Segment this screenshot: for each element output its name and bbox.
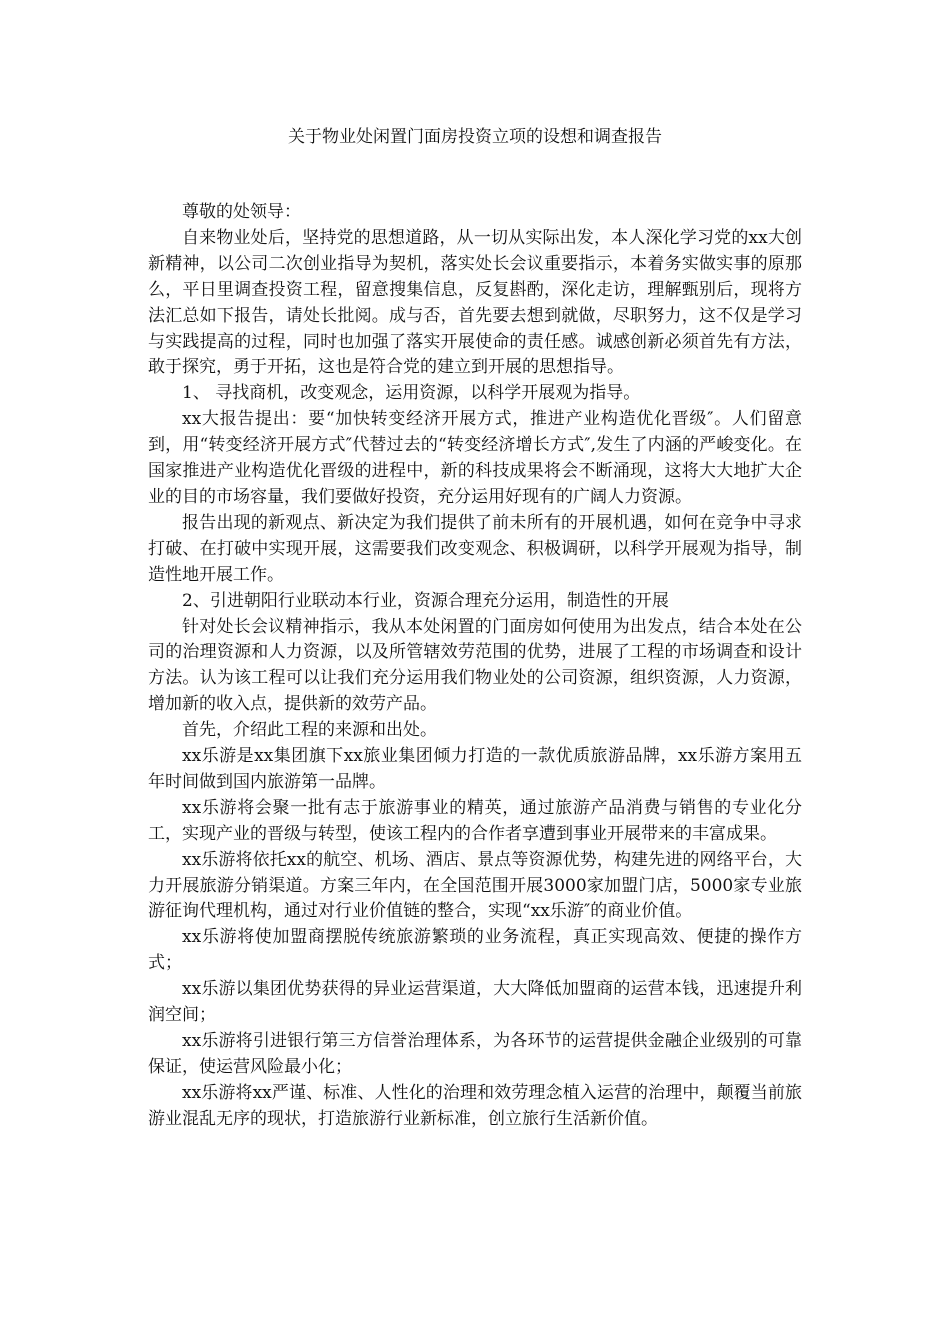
paragraph: xx大报告提出：要“加快转变经济开展方式，推进产业构造优化晋级″。人们留意到，用“转变经济开展方式″代替过去的“转变经济增长方式″,发生了内涵的严峻变化。在国家推进产业构造优化晋级的进程中，新的科技成果将会不断涌现，这将大大地扩大企业的目的市场容量，我们要做好投资，充分运用好现有的广阔人力资源。 <box>148 409 802 507</box>
document-title: 关于物业处闲置门面房投资立项的设想和调查报告 <box>288 127 662 147</box>
paragraph: xx乐游将引进银行第三方信誉治理体系，为各环节的运营提供金融企业级别的可靠保证，使运营风险最小化； <box>148 1031 802 1077</box>
paragraph: xx乐游以集团优势获得的异业运营渠道，大大降低加盟商的运营本钱，迅速提升利润空间； <box>148 979 802 1026</box>
paragraph: xx乐游将使加盟商摆脱传统旅游繁琐的业务流程，真正实现高效、便捷的操作方式； <box>148 927 802 974</box>
paragraph: xx乐游将会聚一批有志于旅游事业的精英，通过旅游产品消费与销售的专业化分工，实现产业的晋级与转型，使该工程内的合作者享遭到事业开展带来的丰富成果。 <box>148 797 802 844</box>
salutation: 尊敬的处领导： <box>182 202 301 222</box>
paragraph: 针对处长会议精神指示，我从本处闲置的门面房如何使用为出发点，结合本处在公司的治理资源和人力资源，以及所管辖效劳范围的优势，进展了工程的市场调查和设计方法。认为该工程可以让我们充分运用我们物业处的公司资源，组织资源，人力资源，增加新的收入点，提供新的效劳产品。 <box>148 616 802 715</box>
section-heading-2: 2、引进朝阳行业联动本行业，资源合理充分运用，制造性的开展 <box>182 590 669 611</box>
paragraph: 报告出现的新观点、新决定为我们提供了前未所有的开展机遇，如何在竞争中寻求打破、在打破中实现开展，这需要我们改变观念、积极调研，以科学开展观为指导，制造性地开展工作。 <box>148 512 802 585</box>
paragraph: 首先，介绍此工程的来源和出处。 <box>182 720 437 741</box>
section-heading-1: 1、 寻找商机，改变观念，运用资源，以科学开展观为指导。 <box>182 383 641 404</box>
paragraph-intro: 自来物业处后，坚持党的思想道路，从一切从实际出发，本人深化学习党的xx大创新精神，以公司二次创业指导为契机，落实处长会议重要指示，本着务实做实事的原那么，平日里调查投资工程，留意搜集信息，反复斟酌，深化走访，理解甄别后，现将方法汇总如下报告，请处长批阅。成与否，首先要去想到就做，尽职努力，这不仅是学习与实践提高的过程，同时也加强了落实开展使命的责任感。诚感创新必须首先有方法，敢于探究，勇于开拓，这也是符合党的建立到开展的思想指导。 <box>148 227 802 378</box>
paragraph: xx乐游将xx严谨、标准、人性化的治理和效劳理念植入运营的治理中，颠覆当前旅游业混乱无序的现状，打造旅游行业新标准，创立旅行生活新价值。 <box>148 1082 802 1129</box>
document-body <box>148 200 802 1133</box>
paragraph: xx乐游是xx集团旗下xx旅业集团倾力打造的一款优质旅游品牌，xx乐游方案用五年时间做到国内旅游第一品牌。 <box>148 746 802 792</box>
paragraph: xx乐游将依托xx的航空、机场、酒店、景点等资源优势，构建先进的网络平台，大力开展旅游分销渠道。方案三年内，在全国范围开展3000家加盟门店，5000家专业旅游征询代理机构，通过对行业价值链的整合，实现“xx乐游″的商业价值。 <box>148 849 802 922</box>
